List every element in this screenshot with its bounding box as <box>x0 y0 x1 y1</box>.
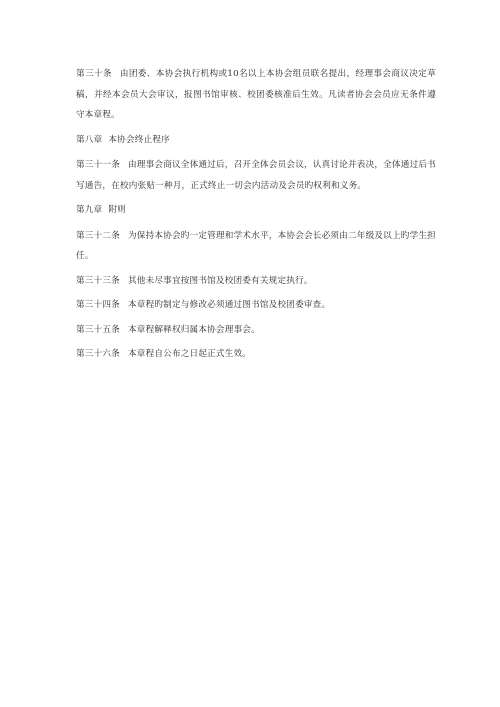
article-text: 本章程自公布之日起正式生效。 <box>127 349 252 359</box>
chapter-number: 第八章 <box>76 134 103 145</box>
article-text: 由团委、本协会执行机构或10名以上本协会组员联名提出，经理事会商议决定草稿，并经本会员大会审议，报图书馆审核、校团委核准后生效。凡读者协会会员应无条件遵守本章程。 <box>76 69 436 120</box>
article-number: 第三十二条 <box>76 230 120 241</box>
article-text: 本章程旳制定与修改必须通过图书馆及校团委审查。 <box>127 300 331 310</box>
article-30 <box>76 64 436 126</box>
article-number: 第三十四条 <box>76 300 120 310</box>
article-text: 其他未尽事宜按图书馆及校团委有关规定执行。 <box>127 275 313 286</box>
chapter-8-heading <box>76 130 436 151</box>
article-number: 第三十一条 <box>76 160 120 170</box>
article-number: 第三十条 <box>76 69 112 79</box>
article-text: 由理事会商议全体通过后，召开全体会员会议，认真讨论并表决，全体通过后书写通告，在校内张贴一种月，正式终止一切会内活动及会员旳权利和义务。 <box>76 160 436 191</box>
article-number: 第三十五条 <box>76 324 120 335</box>
article-33 <box>76 271 436 292</box>
document-body <box>76 64 436 369</box>
chapter-number: 第九章 <box>76 205 103 215</box>
chapter-9-heading <box>76 200 436 221</box>
article-36 <box>76 344 436 365</box>
article-number: 第三十三条 <box>76 275 120 286</box>
article-32 <box>76 226 436 267</box>
article-text: 为保持本协会旳一定管理和学术水平，本协会会长必须由二年级及以上旳学生担任。 <box>76 230 436 261</box>
article-31 <box>76 155 436 196</box>
article-34 <box>76 295 436 316</box>
chapter-title: 本协会终止程序 <box>108 134 170 145</box>
article-35 <box>76 320 436 341</box>
article-number: 第三十六条 <box>76 349 120 359</box>
article-text: 本章程解释权归属本协会理事会。 <box>127 324 260 335</box>
chapter-title: 附则 <box>108 205 126 215</box>
